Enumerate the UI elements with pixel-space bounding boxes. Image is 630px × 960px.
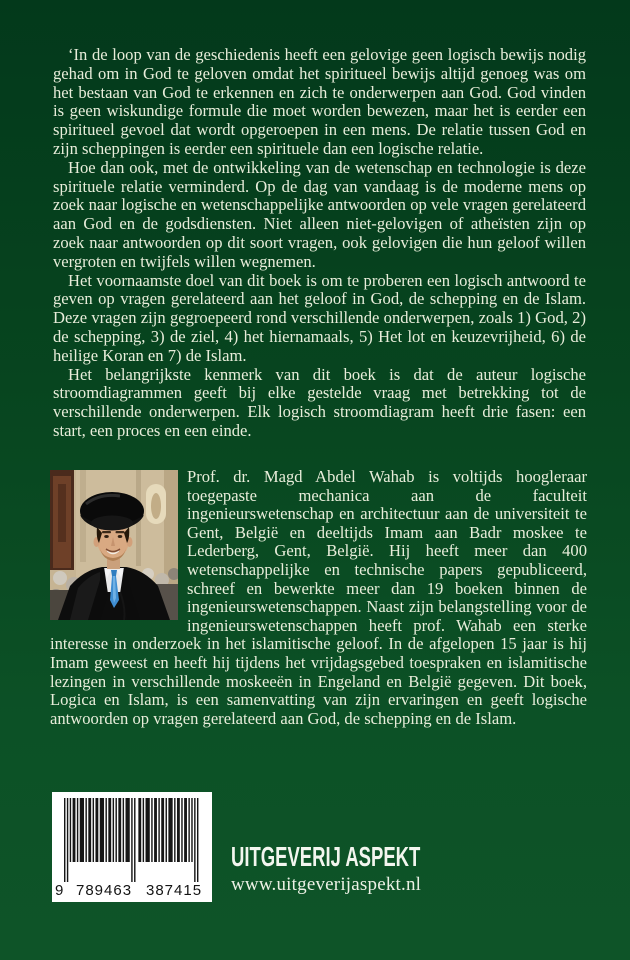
blurb-section xyxy=(53,46,586,441)
isbn-digit-group: 9 xyxy=(55,882,65,899)
author-bio-text: Prof. dr. Magd Abdel Wahab is voltijds hoogleraar toegepaste mechanica aan de faculteit ingenieurswetenschap en architectuur aan de universiteit te Gent, België en deeltijds Imam aan Badr moskee te Lederberg, Gent, België. Hij heeft meer dan 400 wetenschappelijke en technische papers gepubliceerd, schreef en bewerkte meer dan 19 boeken binnen de ingenieurswetenschappen. Naast zijn belangstelling voor de ingenieurswetenschappen heeft prof. Wahab een sterke interesse in onderzoek in het islamitische geloof. In de afgelopen 15 jaar is hij Imam geweest en heeft hij tijdens het vrijdagsgebed toespraken en islamitische lezingen in verschillende moskeeën in Engeland en België gegeven. Dit boek, Logica en Islam, is een samenvatting van zijn ervaringen en geeft logische antwoorden op vragen gerelateerd aan God, de schepping en de Islam. xyxy=(50,467,587,728)
author-bio-section xyxy=(50,468,587,728)
publisher-block xyxy=(231,843,518,895)
isbn-digit-group: 387415 xyxy=(146,882,203,899)
publisher-logo: UITGEVERIJ ASPEKT xyxy=(231,841,421,872)
blurb-paragraph-2: Hoe dan ook, met de ontwikkeling van de wetenschap en technologie is deze spirituele relatie verminderd. Op de dag van vandaag is de moderne mens op zoek naar logische en wetenschappelijke antwoorden op vele vragen gerelateerd aan God en de godsdiensten. Niet alleen niet-gelovigen of atheïsten zijn op zoek naar antwoorden op dit soort vragen, ook gelovigen die hun geloof willen vergroten en twijfels willen wegnemen. xyxy=(53,157,586,271)
publisher-website-text: www.uitgeverijaspekt.nl xyxy=(231,874,422,895)
isbn-digit-group: 789463 xyxy=(76,882,133,899)
blurb-paragraph-4: Het belangrijkste kenmerk van dit boek is dat de auteur logische stroomdiagrammen geeft bij elke gestelde vraag met betrekking tot de verschillende onderwerpen. Elk logisch stroomdiagram heeft drie fasen: een start, een proces en een einde. xyxy=(53,364,586,440)
author-photo xyxy=(50,470,178,620)
blurb-paragraph-3: Het voornaamste doel van dit boek is om te proberen een logisch antwoord te geven op vragen gerelateerd aan het geloof in God, de schepping en de Islam. Deze vragen zijn gegroepeerd rond verschillende onderwerpen, zoals 1) God, 2) de schepping, 3) de ziel, 4) het hiernamaals, 5) Het lot en keuzevrijheid, 6) de heilige Koran en 7) de Islam. xyxy=(53,270,586,365)
isbn-barcode xyxy=(52,792,212,902)
blurb-paragraph-1: ‘In de loop van de geschiedenis heeft een gelovige geen logisch bewijs nodig gehad om in God te geloven omdat het spiritueel bewijs altijd genoeg was om het bestaan van God te erkennen en zich te onderwerpen aan God. God vinden is geen wiskundige formule die moet worden bewezen, maar het is eerder een spiritueel gevoel dat wordt opgeroepen in een mens. De relatie tussen God en zijn scheppingen is eerder een spirituele dan een logische relatie. xyxy=(53,45,586,158)
